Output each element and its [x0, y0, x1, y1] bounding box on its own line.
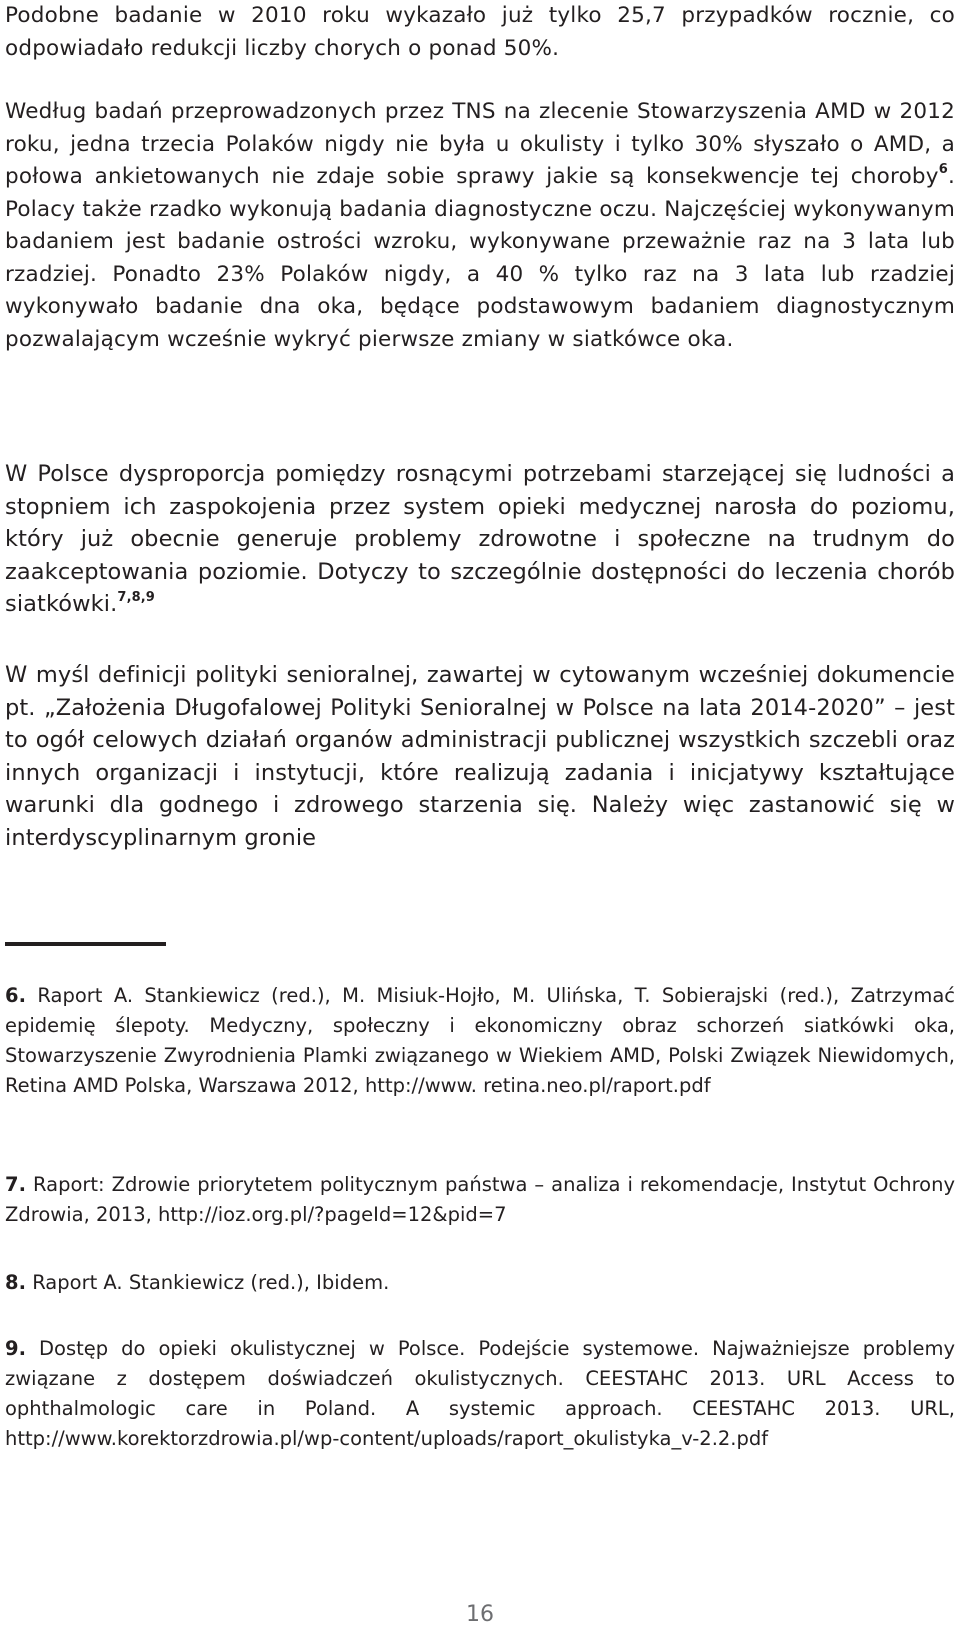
- paragraph-2-text: Według badań przeprowadzonych przez TNS na zlecenie Stowarzyszenia AMD w 2012 roku, jedna trzecia Polaków nigdy nie była u okulisty i tylko 30% słyszało o AMD, a połowa ankietowanych nie zdaje sobie sprawy jakie są konsekwencje tej choroby: [5, 99, 955, 189]
- footnote-number: 6.: [5, 984, 26, 1007]
- body-paragraph-3: [5, 458, 955, 621]
- footnote-refs-7-8-9[interactable]: 7,8,9: [117, 590, 155, 605]
- footnote-text: Raport A. Stankiewicz (red.), Ibidem.: [32, 1271, 390, 1294]
- footnote-7: [5, 1170, 955, 1230]
- footnote-text: Dostęp do opieki okulistycznej w Polsce. Podejście systemowe. Najważniejsze problemy związane z dostępem doświadczeń okulistycznych. CEESTAHC 2013. URL Access to ophthalmologic care in Poland. A systemic approach. CEESTAHC 2013. URL, http://www.korektorzdrowia.pl/wp-content/uploads/raport_okulistyka_v-2.2.pdf: [5, 1337, 955, 1450]
- footnote-number: 9.: [5, 1337, 26, 1360]
- footnote-number: 8.: [5, 1271, 26, 1294]
- footnote-9: [5, 1334, 955, 1454]
- body-paragraph-4: W myśl definicji polityki senioralnej, zawartej w cytowanym wcześniej dokumencie pt. „Założenia Długofalowej Polityki Senioralnej w Polsce na lata 2014-2020” – jest to ogół celowych działań organów administracji publicznej wszystkich szczebli oraz innych organizacji i instytucji, które realizują zadania i inicjatywy kształtujące warunki dla godnego i zdrowego starzenia się. Należy więc zastanowić się w interdyscyplinarnym gronie: [5, 662, 955, 851]
- footnote-text: Raport: Zdrowie priorytetem politycznym państwa – analiza i rekomendacje, Instytut Ochrony Zdrowia, 2013, http://ioz.org.pl/?pageId=12&pid=7: [5, 1173, 955, 1226]
- footnote-separator: [5, 942, 166, 946]
- paragraph-2-text-continued: . Polacy także rzadko wykonują badania diagnostyczne oczu. Najczęściej wykonywanym badaniem jest badanie ostrości wzroku, wykonywane przeważnie raz na 3 lata lub rzadziej. Ponadto 23% Polaków nigdy, a 40 % tylko raz na 3 lata lub rzadziej wykonywało badanie dna oka, będące podstawowym badaniem diagnostycznym pozwalającym wcześnie wykryć pierwsze zmiany w siatkówce oka.: [5, 164, 955, 352]
- body-paragraph-2: [5, 96, 955, 356]
- footnote-6: [5, 981, 955, 1101]
- page-number: 16: [466, 1602, 494, 1627]
- footnote-text: Raport A. Stankiewicz (red.), M. Misiuk-Hojło, M. Ulińska, T. Sobierajski (red.), Zatrzymać epidemię ślepoty. Medyczny, społeczny i ekonomiczny obraz schorzeń siatkówki oka, Stowarzyszenie Zwyrodnienia Plamki związanego w Wiekiem AMD, Polski Związek Niewidomych, Retina AMD Polska, Warszawa 2012, http://www. retina.neo.pl/raport.pdf: [5, 984, 955, 1097]
- footnote-ref-6[interactable]: 6: [938, 162, 948, 177]
- body-paragraph-1: Podobne badanie w 2010 roku wykazało już tylko 25,7 przypadków rocznie, co odpowiadało redukcji liczby chorych o ponad 50%.: [5, 3, 955, 61]
- footnote-8: [5, 1268, 955, 1298]
- footnote-number: 7.: [5, 1173, 26, 1196]
- paragraph-3-text: W Polsce dysproporcja pomiędzy rosnącymi potrzebami starzejącej się ludności a stopniem ich zaspokojenia przez system opieki medycznej narosła do poziomu, który już obecnie generuje problemy zdrowotne i społeczne na trudnym do zaakceptowania poziomie. Dotyczy to szczególnie dostępności do leczenia chorób siatkówki.: [5, 461, 955, 617]
